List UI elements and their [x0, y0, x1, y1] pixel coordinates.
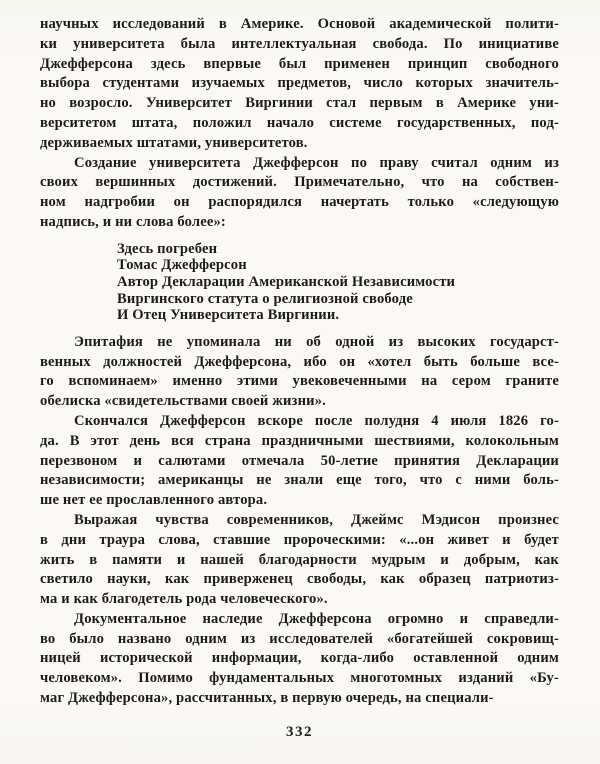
text-line: человеком». Помимо фундаментальных многотомных изданий «Бу- — [40, 670, 559, 687]
text-line: Выражая чувства современников, Джеймс Мэдисон произнес — [74, 511, 559, 528]
text-line: научных исследований в Америке. Основой академической полити- — [40, 16, 559, 32]
epitaph-block — [117, 241, 559, 324]
text-line: И Отец Университета Виргинии. — [117, 307, 340, 324]
text-line: жить в памяти и нашей благодарности мудрым и добрым, как — [40, 551, 559, 568]
text-line: Эпитафия не упоминала ни об одной из высоких государст- — [74, 333, 559, 350]
text-line: надпись, и ни слова более»: — [40, 213, 226, 230]
text-line: но возросло. Университет Виргинии стал первым в Америке уни- — [40, 95, 559, 112]
text-line: ном надгробии он распорядился начертать только «следующую — [40, 194, 559, 211]
paragraph — [40, 610, 559, 709]
paragraph — [40, 333, 559, 412]
text-line: перезвоном и салютами отмечала 50-летие принятия Декларации — [40, 452, 559, 469]
text-line: ше нет ее прославленного автора. — [40, 492, 268, 509]
text-line: Джефферсона здесь впервые был применен принцип свободного — [40, 55, 559, 72]
text-line: Здесь погребен — [117, 240, 218, 257]
text-line: своих вершинных достижений. Примечательно, что на собствен- — [40, 174, 559, 191]
paragraph — [40, 412, 559, 511]
text-line: держиваемых штатами, университетов. — [40, 134, 308, 151]
text-line: Виргинского статута о религиозной свободе — [117, 290, 413, 307]
text-line: выбора студентами изучаемых предметов, число которых значитель- — [40, 75, 559, 92]
text-line: Документальное наследие Джефферсона огромно и справедли- — [74, 610, 559, 627]
text-line: да. В этот день вся страна праздничными шествиями, колокольным — [40, 432, 559, 449]
text-line: ницей исторической информации, когда-либо оставленной одним — [40, 650, 559, 667]
text-line: Создание университета Джефферсон по праву считал одним из — [74, 154, 559, 171]
text-block — [40, 15, 559, 709]
page-number: 332 — [286, 724, 313, 740]
text-line: Томас Джефферсон — [117, 257, 247, 274]
text-line: ки университета была интеллектуальная свобода. По инициативе — [40, 35, 559, 52]
text-line: независимости; американцы не знали еще того, что с ними боль- — [40, 472, 559, 489]
text-line: го вспоминаем» именно этими увековеченными на сером граните — [40, 373, 559, 390]
paragraph — [40, 154, 559, 233]
text-line: обелиска «свидетельствами своей жизни». — [40, 393, 326, 410]
text-line: Скончался Джефферсон вскоре после полудня 4 июля 1826 го- — [74, 412, 559, 429]
text-line: маг Джефферсона», рассчитанных, в первую очередь, на специали- — [40, 690, 494, 707]
text-line: венных должностей Джефферсона, ибо он «хотел быть больше все- — [40, 353, 559, 370]
text-line: верситетом штата, положил начало системе государственных, под- — [40, 114, 559, 131]
text-line: во было названо одним из исследователей «богатейшей сокровищ- — [40, 630, 559, 647]
paragraph — [40, 15, 559, 154]
text-line: светило науки, как приверженец свободы, как образец патриотиз- — [40, 571, 559, 588]
paragraph — [40, 511, 559, 610]
text-line: в дни траура слова, ставшие пророческими: «...он живет и будет — [40, 531, 559, 548]
text-line: ма и как благодетель рода человеческого». — [40, 591, 328, 608]
text-line: Автор Декларации Американской Независимости — [117, 273, 456, 290]
